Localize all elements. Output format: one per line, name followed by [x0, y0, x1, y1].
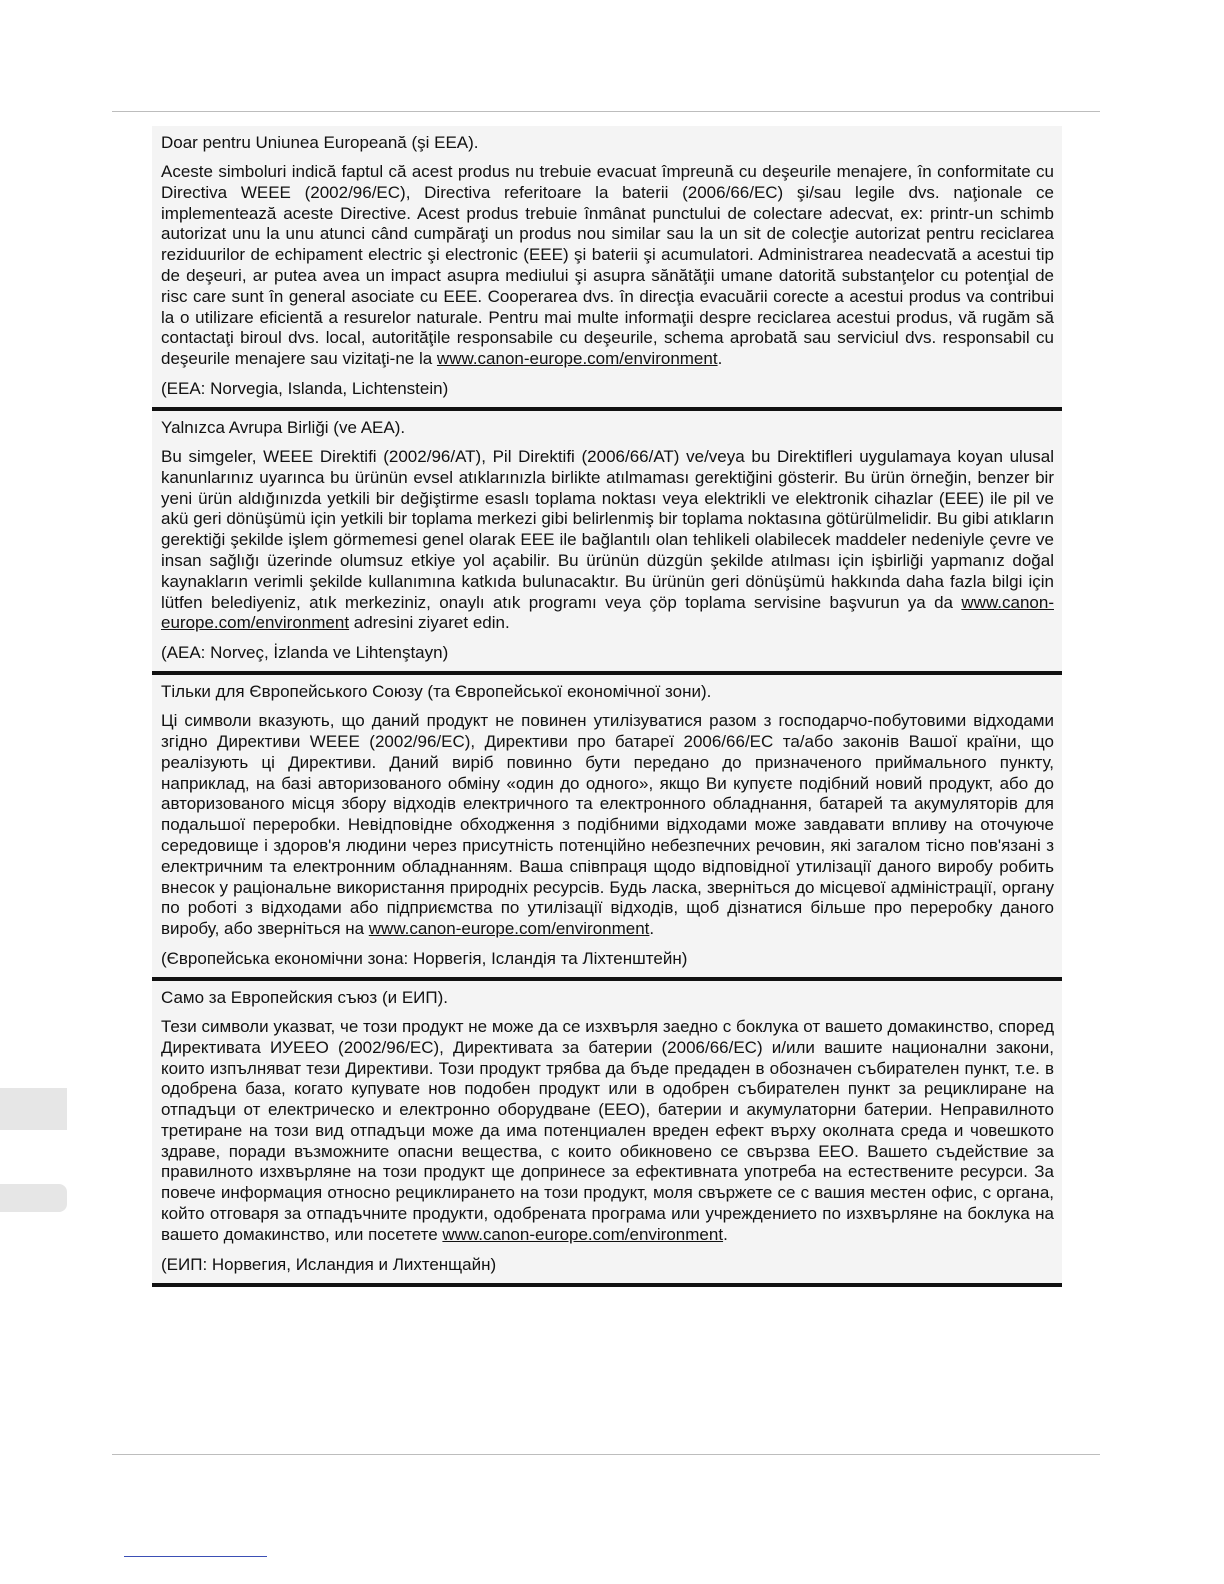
section-ukrainian: [152, 675, 1062, 981]
environment-link[interactable]: www.canon-europe.com/environment: [442, 1224, 724, 1244]
section-body-text: Ці символи вказують, що даний продукт не повинен утилізуватися разом з господарчо-побутовими відходами згідно Директиви WEEE (2002/96/EC), Директиви про батареї 2006/66/EC та/або законів Вашої країни, що реалізують ці Директиви. Даний виріб повинно бути передано до призначеного приймального пункту, наприклад, на базі авторизованого обміну «один до одного», якщо Ви купуєте подібний новий продукт, або до авторизованого місця збору відходів електричного та електронного обладнання, батарей та акумуляторів для подальшої переробки. Невідповідне обходження з подібними відходами може завдавати впливу на оточуюче середовище і здоров'я людини через присутність потенційно небезпечних речовин, які загалом тісно пов'язані з електричним та електронним обладнанням. Ваша співпраця щодо відповідної утилізації даного виробу робить внесок у раціональне використання природніх ресурсів. Будь ласка, зверніться до місцевої адміністрації, органу по роботі з відходами або підприємства по утилізації відходів, щоб дізнатися більше про переробку даного виробу, або зверніться на: [161, 711, 1054, 939]
environment-link[interactable]: www.canon-europe.com/environment: [436, 349, 718, 369]
section-body: [161, 447, 1054, 634]
section-turkish: [152, 411, 1062, 675]
section-body-end: .: [717, 349, 723, 369]
section-romanian: [152, 126, 1062, 411]
section-body: [161, 162, 1054, 370]
section-body-text: Aceste simboluri indică faptul că acest produs nu trebuie evacuat împreună cu deşeurile menajere, în conformitate cu Directiva WEEE (2002/96/EC), Directiva referitoare la baterii (2006/66/EC) şi/sau legile dvs. naţionale ce implementează aceste Directive. Acest produs trebuie înmânat punctului de colectare adecvat, ex: printr-un schimb autorizat unu la unu atunci când cumpăraţi un produs nou similar sau la un sit de colecţie autorizat pentru reciclarea reziduurilor de echipament electric şi electronic (EEE) şi baterii şi acumulatori. Administrarea neadecvată a acestui tip de deşeuri, ar putea avea un impact asupra mediului şi asupra sănătăţii umane datorită substanţelor cu potenţial de risc care sunt în general asociate cu EEE. Cooperarea dvs. în direcţia evacuării corecte a acestui produs va contribui la o utilizare eficientă a resurelor naturale. Pentru mai multe informaţii despre reciclarea acestui produs, vă rugăm să contactaţi biroul dvs. local, autorităţile responsabile cu deşeurile, schema aprobată sau serviciul dvs. responsabil cu deşeurile menajere sau vizitaţi-ne la: [161, 162, 1054, 369]
section-body-end: .: [723, 1224, 728, 1244]
section-body-text: Тези символи указват, че този продукт не може да се изхвърля заедно с боклука от вашето домакинство, според Директивата ИУЕЕО (2002/96/ЕС), Директивата за батерии (2006/66/ЕС) и/или вашите национални закони, които изпълняват тези Директиви. Този продукт трябва да бъде предаден в обозначен събирателен пункт, т.е. в одобрена база, когато купувате нов подобен продукт или в одобрен събирателен пункт за рециклиране на отпадъци от електрическо и електронно оборудване (ЕЕО), батерии и акумулаторни батерии. Неправилното третиране на този вид отпадъци може да има потенциален вреден ефект върху околната среда и човешкото здраве, поради възможните опасни вещества, с които обикновено се свързва ЕЕО. Вашето съдействие за правилното изхвърляне на този продукт ще допринесе за ефективната употреба на естествените ресурси. За повече информация относно рециклирането на този продукт, моля свържете се с вашия местен офис, с органа, който отговаря за отпадъчните продукти, одобрената програма или учреждението по изхвърляне на боклука на вашето домакинство, или посетете: [161, 1016, 1054, 1244]
section-body: [161, 711, 1054, 940]
section-bulgarian: [152, 981, 1062, 1287]
section-note: (EEA: Norvegia, Islanda, Lichtenstein): [161, 378, 449, 398]
environment-link[interactable]: www.canon-europe.com/environment: [161, 592, 1054, 633]
header-rule: [112, 111, 1100, 112]
section-note: (Європейська економічни зона: Норвегія, Ісландія та Ліхтенштейн): [161, 948, 688, 968]
section-body-text: Bu simgeler, WEEE Direktifi (2002/96/AT), Pil Direktifi (2006/66/AT) ve/veya bu Direktifleri uygulamaya koyan ulusal kanunlarınız uyarınca bu ürünün evsel atıklarınızla birlikte atılmaması gerektiğini gösterir. Bu ürün örneğin, benzer bir yeni ürün aldığınızda yetkili bir değiştirme esaslı toplama noktası veya elektrikli ve elektronik cihazlar (EEE) ile pil ve akü geri dönüşümü için yetkili bir toplama merkezi gibi belirlenmiş bir toplama noktasına götürülmelidir. Bu gibi atıkların gerektiği şekilde işlem görmemesi genel olarak EEE ile bağlantılı olan tehlikeli olabilecek maddeler nedeniyle çevre ve insan sağlığı üzerinde olumsuz etkiye yol açabilir. Bu ürünün düzgün şekilde atılması için işbirliği yapmanız doğal kaynakların verimli şekilde kullanımına katkıda bulunacaktır. Bu ürünün geri dönüşümü hakkında daha fazla bilgi için lütfen belediyeniz, atık merkeziniz, onaylı atık programı veya çöp toplama servisine başvurun ya da: [161, 446, 1054, 612]
section-title: Само за Европейския съюз (и ЕИП).: [161, 987, 448, 1007]
section-body-end: .: [649, 919, 655, 939]
footer-rule: [112, 1454, 1100, 1455]
footer-link-underline: [124, 1556, 267, 1557]
side-index-tab[interactable]: [0, 1088, 67, 1130]
section-note: (AEA: Norveç, İzlanda ve Lihtenştayn): [161, 643, 449, 663]
section-body-end: adresini ziyaret edin.: [349, 613, 510, 633]
document-content: [152, 126, 1062, 1287]
section-title: Yalnızca Avrupa Birliği (ve AEA).: [161, 417, 406, 437]
section-title: Тільки для Європейського Союзу (та Європейської економічної зони).: [161, 682, 712, 702]
section-note: (ЕИП: Норвегия, Исландия и Лихтенщайн): [161, 1254, 497, 1274]
environment-link[interactable]: www.canon-europe.com/environment: [368, 919, 650, 939]
section-title: Doar pentru Uniunea Europeană (şi EEA).: [161, 133, 479, 152]
side-index-tab[interactable]: [0, 1184, 67, 1212]
section-body: [161, 1017, 1054, 1246]
